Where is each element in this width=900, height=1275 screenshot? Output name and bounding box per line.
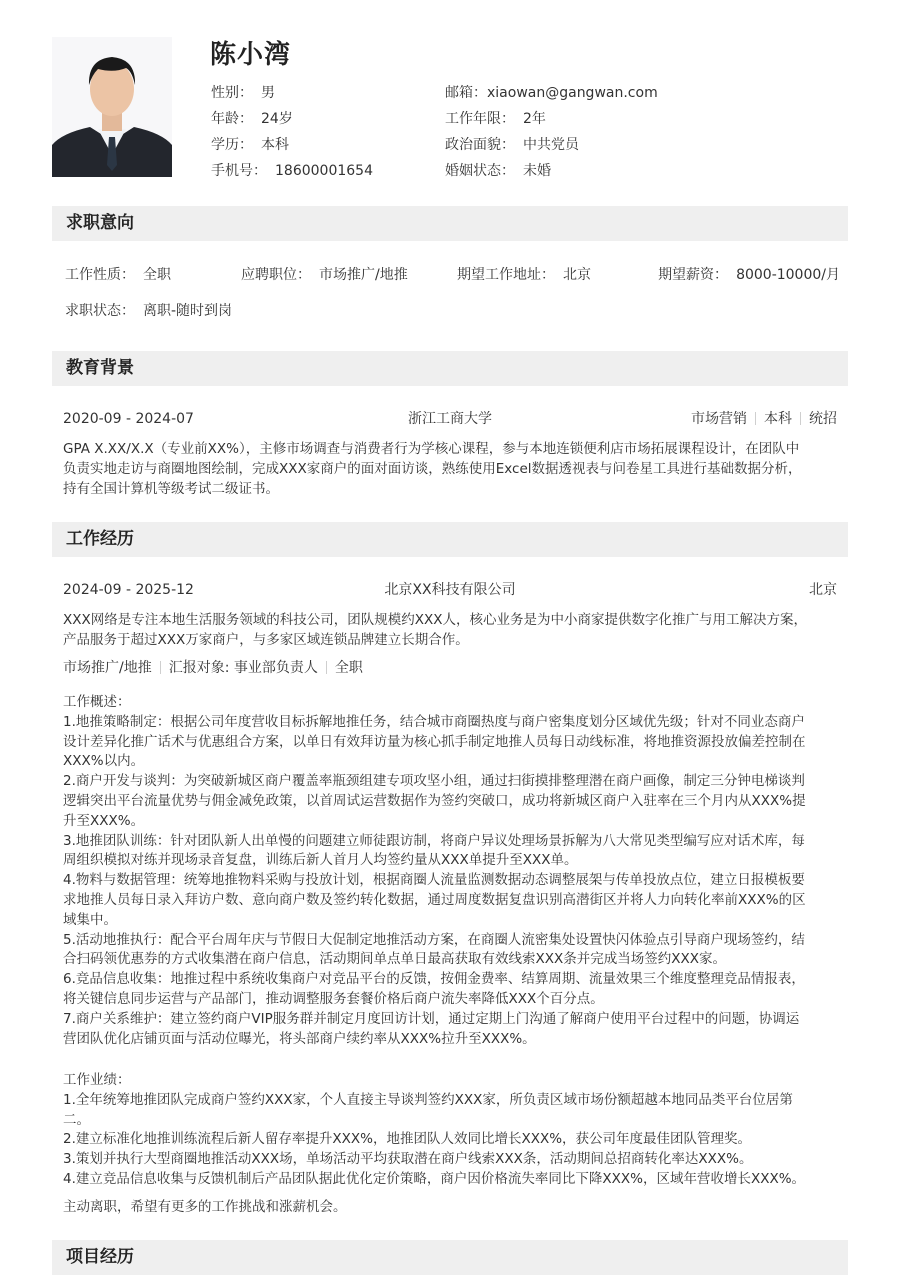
divider: [160, 661, 161, 674]
section-header-education: [52, 351, 848, 386]
divider: [800, 412, 801, 425]
info-age: 年龄： 24岁: [211, 111, 293, 127]
work-header: [63, 580, 837, 600]
intent-job-type: 工作性质： 全职: [65, 267, 171, 283]
work-job-type: 全职: [334, 660, 363, 676]
intent-salary: 期望薪资： 8000-10000/月: [658, 267, 840, 283]
intent-position: 应聘职位： 市场推广/地推: [241, 267, 408, 283]
section-title: 教育背景: [66, 358, 134, 378]
section-header-intent: [52, 206, 848, 241]
info-email: 邮箱：xiaowan@gangwan.com: [445, 85, 658, 101]
info-phone: 手机号： 18600001654: [211, 163, 373, 179]
section-title: 工作经历: [66, 529, 134, 549]
education-header: [63, 409, 837, 429]
info-work-years: 工作年限： 2年: [445, 111, 546, 127]
education-description: GPA X.XX/X.X（专业前XX%），主修市场调查与消费者行为学核心课程，参与本地连锁便利店市场拓展课程设计，在团队中 负责实地走访与商圈地图绘制，完成XXX家商户的面对面访谈，熟练使用Excel数据透视表与问卷星工具进行基础数据分析， 持有全国计算机等级考试二级证书。: [63, 441, 802, 497]
info-political: 政治面貌： 中共党员: [445, 137, 579, 153]
info-education: 学历： 本科: [211, 137, 289, 153]
info-gender: 性别： 男: [211, 85, 275, 101]
work-tags: [63, 658, 363, 678]
divider: [755, 412, 756, 425]
section-header-work: [52, 522, 848, 557]
work-duties: 工作概述： 1.地推策略制定：根据公司年度营收目标拆解地推任务，结合城市商圈热度与商户密集度划分区域优先级；针对不同业态商户 设计差异化推广话术与优惠组合方案，以单日有效拜访量为核心抓手制定地推人员每日动线标准，将地推资源投放偏差控制在 XXX%以内。 2.商户开发与谈判：为突破新城区商户覆盖率瓶颈组建专项攻坚小组，通过扫街摸排整理潜在商户画像，制定三分钟电梯谈判 逻辑突出平台流量优势与佣金减免政策，以首周试运营数据作为签约突破口，成功将新城区商户入驻率在三个月内从XXX%提 升至XXX%。 3.地推团队训练：针对团队新人出单慢的问题建立师徒跟访制，将商户异议处理场景拆解为八大常见类型编写应对话术库，每 周组织模拟对练并现场录音复盘，训练后新人首月人均签约量从XXX单提升至XXX单。 4.物料与数据管理：统筹地推物料采购与投放计划，根据商圈人流量监测数据动态调整展架与传单投放点位，建立日报模板要 求地推人员每日录入拜访户数、意向商户数及签约转化数据，通过周度数据复盘识别高潜街区并将人力向转化率前XXX%的区 域集中。 5.活动地推执行：配合平台周年庆与节假日大促制定地推活动方案，在商圈人流密集处设置快闪体验点引导商户现场签约，结 合扫码领优惠券的方式收集潜在商户信息，活动期间单点单日最高获取有效线索XXX条并完成当场签约XXX家。 6.竞品信息收集：地推过程中系统收集商户对竞品平台的反馈，按佣金费率、结算周期、流量效果三个维度整理竞品情报表， 将关键信息同步运营与产品部门，推动调整服务套餐价格后商户流失率降低XXX个百分点。 7.商户关系维护：建立签约商户VIP服务群并制定月度回访计划，通过定期上门沟通了解商户使用平台过程中的问题，协调运 营团队优化店铺页面与活动位曝光，将头部商户续约率从XXX%拉升至XXX%。: [63, 694, 806, 1047]
work-report-to: 汇报对象: 事业部负责人: [168, 660, 318, 676]
education-tags: 市场营销 本科 统招: [691, 411, 837, 427]
work-achievements: 工作业绩： 1.全年统筹地推团队完成商户签约XXX家，个人直接主导谈判签约XXX家，所负责区域市场份额超越本地同品类平台位居第 二。 2.建立标准化地推训练流程后新人留存率提升XXX%，地推团队人效同比增长XXX%，获公司年度最佳团队管理奖。 3.策划并执行大型商圈地推活动XXX场，单场活动平均获取潜在商户线索XXX条，活动期间总招商转化率达XXX%。 4.建立竞品信息收集与反馈机制后产品团队据此优化定价策略，商户因价格流失率同比下降XXX%，区域年营收增长XXX%。: [63, 1072, 806, 1187]
leave-reason: 主动离职，希望有更多的工作挑战和涨薪机会。: [63, 1199, 347, 1215]
basic-info-right: [445, 82, 658, 186]
work-position: 市场推广/地推: [63, 660, 152, 676]
section-title: 求职意向: [66, 213, 134, 233]
work-period: 2024-09 - 2025-12: [63, 582, 194, 598]
education-period: 2020-09 - 2024-07: [63, 411, 194, 427]
work-company: 北京XX科技有限公司: [384, 582, 516, 598]
info-marital: 婚姻状态： 未婚: [445, 163, 551, 179]
profile-photo: [52, 37, 172, 177]
education-school: 浙江工商大学: [408, 411, 492, 427]
divider: [326, 661, 327, 674]
intent-status: 求职状态： 离职-随时到岗: [65, 303, 233, 319]
intent-location: 期望工作地址： 北京: [457, 267, 591, 283]
section-header-projects: [52, 1240, 848, 1275]
basic-info-left: [211, 82, 373, 186]
work-city: 北京: [809, 582, 837, 598]
candidate-name: 陈小湾: [210, 40, 292, 70]
section-title: 项目经历: [66, 1247, 134, 1267]
company-description: XXX网络是专注本地生活服务领域的科技公司，团队规模约XXX人，核心业务是为中小商家提供数字化推广与用工解决方案， 产品服务于超过XXX万家商户，与多家区域连锁品牌建立长期合作。: [63, 612, 807, 648]
